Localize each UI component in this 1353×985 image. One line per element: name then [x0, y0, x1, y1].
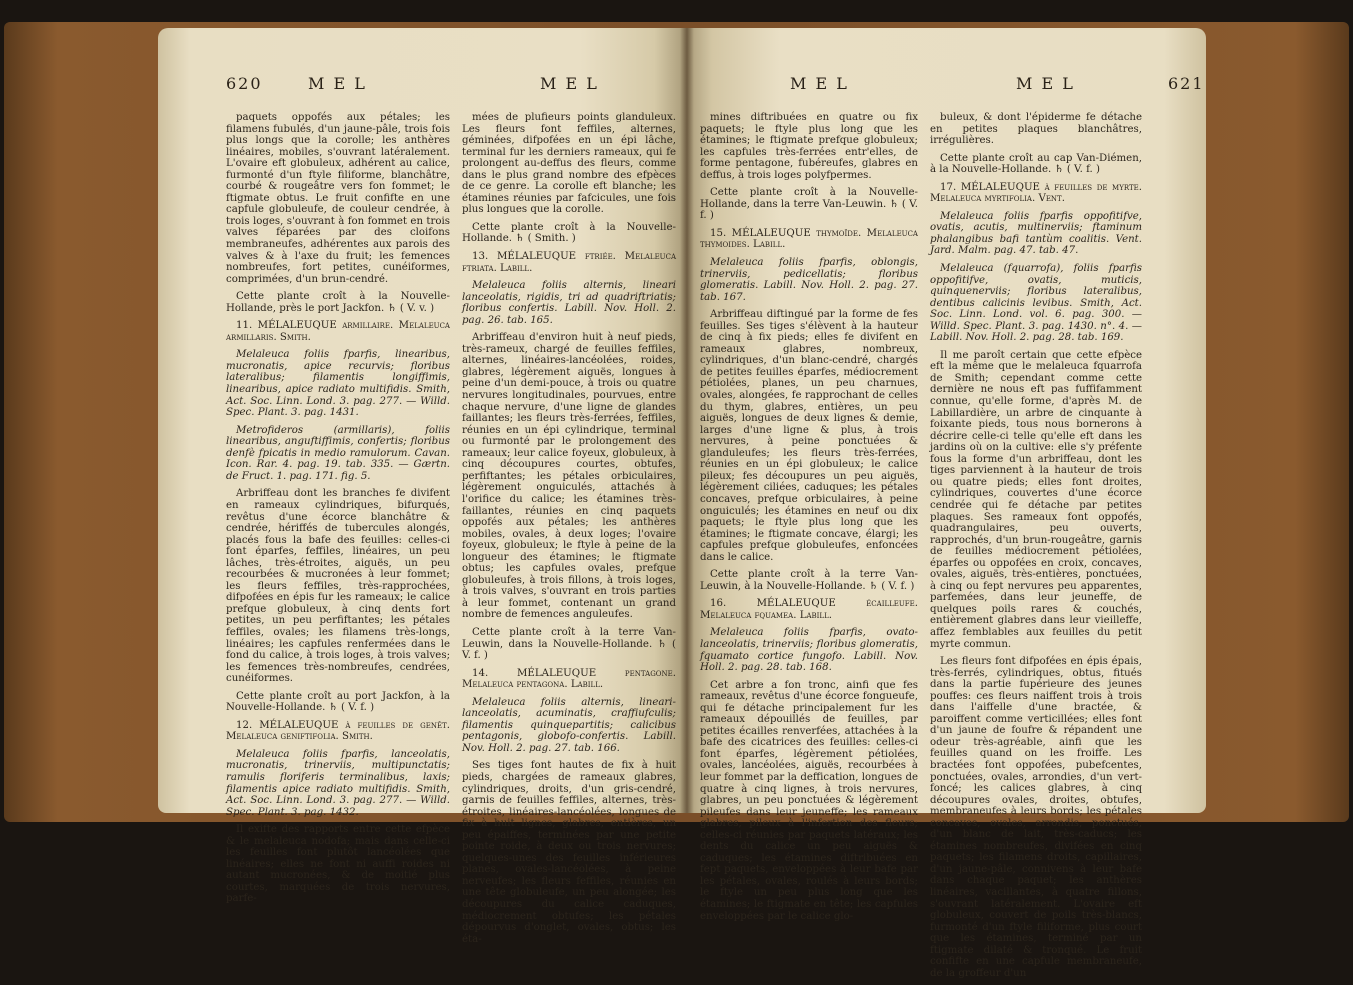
text-paragraph: Arbriffeau diftingué par la forme de fes feuilles. Ses tiges s'élèvent à la hauteur de cinq à fix pieds; elles fe divifent en rameaux glabres, nombreux, cylindriques, d'un blanc-cendré, chargés de petites feuilles éparfes, médiocrement pétiolées, planes, un peu charnues, ovales, alongées, fe rapprochant de celles du thym, glabres, entières, un peu aiguës, longues de deux lignes & demie, larges d'une ligne & plus, à trois nervures, à peine ponctuées & glanduleufes; les fleurs très-ferrées, réunies en un épi globuleux; le calice pileux; fes découpures un peu aiguës, légèrement ciliées, caduques; les pétales concaves, prefque orbiculaires, à peine onguiculés; les étamines en neuf ou dix paquets; le ftyle plus long que les étamines; le ftigmate concave, élargi; les capfules prefque globuleufes, enfoncées dans le calice.	[700, 309, 918, 563]
text-paragraph: 14. MÉLALEUQUE pentagone. Melaleuca pentagona. Labill.	[462, 667, 676, 691]
text-paragraph: Arbriffeau d'environ huit à neuf pieds, très-rameux, chargé de feuilles feffiles, alternes, linéaires-lancéolées, roides, glabres, légèrement aiguës, longues à peine d'un demi-pouce, à trois ou quatre nervures longitudinales, pourvues, entre chaque nervure, d'une ligne de glandes faillantes; les fleurs très-ferrées, feffiles, réunies en un épi cylindrique, terminal ou furmonté par le prolongement des rameaux; leur calice foyeux, globuleux, à cinq découpures courtes, obtufes, perfiftantes; les pétales orbiculaires, légèrement onguiculés, attachés à l'orifice du calice; les étamines très-faillantes, réunies en cinq paquets oppofés aux pétales; les anthères mobiles, ovales, à deux loges; l'ovaire foyeux, globuleux; le ftyle à peine de la longueur des étamines; le ftigmate obtus; les capfules ovales, prefque globuleufes, à trois fillons, à trois loges, à trois valves, s'ouvrant en trois parties à leur fommet, contenant un grand nombre de femences anguleufes.	[462, 332, 676, 621]
right-page	[686, 28, 1206, 979]
text-paragraph: Cet arbre a fon tronc, ainfi que fes rameaux, revêtus d'une écorce fongueufe, qui fe détache principalement fur les rameaux dépouillés de feuilles, par petites écailles renverfées, attachées à la bafe des cicatrices des feuilles: celles-ci font éparfes, légèrement pétiolées, ovales, lancéolées, aiguës, recourbées à leur fommet par la deffication, longues de quatre à cinq lignes, à trois nervures, glabres, un peu ponctuées & légèrement pileufes dans leur jeuneffe; les rameaux glabres, pileux à l'infertion des fleurs; celles-ci réunies par paquets latéraux; les dents du calice un peu aiguës & caduques; les étamines diftribuées en fept paquets, enveloppées à leur bafe par les pétales, ovales, roulés à leurs bords; le ftyle un peu plus long que les étamines; le ftigmate en tête; les capfules enveloppées par le calice glo-	[700, 679, 918, 922]
text-paragraph: Il me paroît certain que cette efpèce eft la même que le melaleuca fquarrofa de Smith; cependant comme cette dernière ne nous eft pas fuffifamment connue, qu'elle forme, d'après M. de Labillardière, un arbre de cinquante à foixante pieds, tous nous bornerons à décrire celle-ci telle qu'elle eft dans les jardins où on la cultive: elle s'y préfente fous la forme d'un arbriffeau, dont les tiges parviennent à la hauteur de trois ou quatre pieds; elles font droites, cylindriques, couvertes d'une écorce cendrée qui fe détache par petites plaques. Ses rameaux font oppofés, quadrangulaires, peu ouverts, rapprochés, d'un brun-rougeâtre, garnis de feuilles médiocrement pétiolées, éparfes ou oppofées en croix, concaves, ovales, aiguës, très-entières, ponctuées, à cinq ou fept nervures peu apparentes, parfemées, dans leur jeuneffe, de quelques poils rares & couchés, entièrement glabres dans leur vieilleffe, affez femblables aux feuilles du petit myrte commun.	[930, 349, 1142, 650]
text-paragraph: Melaleuca foliis fparfis oppofitifve, ovatis, acutis, multinerviis; ftaminum phalangibus bafi tantùm coalitis. Vent. Jard. Malm. pag. 47. tab. 47.	[930, 210, 1142, 257]
text-paragraph: Melaleuca (fquarrofa), foliis fparfis oppofitifve, ovatis, muticis, quinquenerviis; floribus lateralibus, dentibus calicinis levibus. Smith, Act. Soc. Linn. Lond. vol. 6. pag. 300. — Willd. Spec. Plant. 3. pag. 1430. n°. 4. — Labill. Nov. Holl. 2. pag. 28. tab. 169.	[930, 263, 1142, 344]
page-number-right: 621	[1168, 74, 1205, 93]
text-paragraph: 11. MÉLALEUQUE armillaire. Melaleuca armillaris. Smith.	[226, 320, 450, 343]
text-paragraph: 13. MÉLALEUQUE ftriée. Melaleuca ftriata. Labill.	[462, 251, 676, 274]
text-paragraph: Melaleuca foliis fparfis, lanceolatis, mucronatis, trinerviis, multipunctatis; ramulis floriferis terminalibus, laxis; filamentis apice radiato multifidis. Smith, Act. Soc. Linn. Lond. 3. pag. 277. — Willd. Spec. Plant. 3. pag. 1432.	[226, 748, 450, 818]
text-paragraph: 17. MÉLALEUQUE à feuilles de myrte. Melaleuca myrtifolia. Vent.	[930, 181, 1142, 205]
text-paragraph: Les fleurs font difpofées en épis épais, très-ferrés, cylindriques, obtus, fitués dans la partie fupérieure des jeunes pouffes: ces fleurs naiffent trois à trois dans l'aiffelle d'une bractée, & paroiffent comme verticillées; elles font d'un jaune de foufre & répandent une odeur très-agréable, ainfi que les feuilles quand on les froiffe. Les bractées font oppofées, pubefcentes, ponctuées, ovales, arrondies, d'un vert-foncé; les calices glabres, à cinq découpures ovales, droites, obtufes, membraneufes à leurs bords; les pétales concaves, ovales, arrondis, ponctués, d'un blanc de lait, très-caducs; les étamines nombreufes, divifées en cinq paquets; les filamens droits, capillaires, d'un jaune-pâle, connivens à leur bafe dans chaque paquet; les anthères linéaires, vacillantes, à quatre fillons, s'ouvrant latéralement. L'ovaire eft globuleux, couvert de poils très-blancs, furmonté d'un ftyle filiforme, plus court que les étamines, terminé par un ftigmate dilaté & tronqué. Le fruit confifte en une capfule membraneufe, de la groffeur d'un	[930, 656, 1142, 979]
text-paragraph: mines diftribuées en quatre ou fix paquets; le ftyle plus long que les étamines; le ftigmate prefque globuleux; les capfules très-ferrées entr'elles, de forme pentagone, fubéreufes, glabres en deffus, à trois loges polyfpermes.	[700, 112, 918, 181]
text-paragraph: Il exifte des rapports entre cette efpèce & le melaleuca nodofa; mais dans celle-ci les feuilles font plutôt lancéolées que linéaires; elles ne font ni auffi roides ni autant mucronées, & de moitié plus courtes, marquées de trois nervures, parfe-	[226, 824, 450, 905]
text-paragraph: 15. MÉLALEUQUE thymoïde. Melaleuca thymoides. Labill.	[700, 227, 918, 251]
text-paragraph: Melaleuca foliis fparfis, oblongis, trinerviis, pedicellatis; floribus glomeratis. Labill. Nov. Holl. 2. pag. 27. tab. 167.	[700, 257, 918, 303]
running-head-right-col2: M E L	[1016, 74, 1075, 93]
text-paragraph: Cette plante croît à la Nouvelle-Hollande, dans la terre Van-Leuwin. ♄ ( V. f. )	[700, 187, 918, 222]
page-number-left: 620	[226, 74, 263, 93]
text-paragraph: Cette plante croît à la terre Van-Leuwin, à la Nouvelle-Hollande. ♄ ( V. f. )	[700, 569, 918, 592]
text-paragraph: Arbriffeau dont les branches fe divifent en rameaux cylindriques, bifurqués, revêtus d'une écorce blanchâtre & cendrée, hériffés de tubercules alongés, placés fous la bafe des feuilles: celles-ci font éparfes, feffiles, linéaires, un peu lâches, très-étroites, aiguës, un peu recourbées & mucronées à leur fommet; les fleurs feffiles, très-rapprochées, difpofées en épis fur les rameaux; le calice prefque globuleux, à cinq dents fort petites, un peu perfiftantes; les pétales feffiles, ovales; les filamens très-longs, linéaires; les capfules renfermées dans le fond du calice, à trois loges, à trois valves; les femences très-nombreufes, cendrées, cunéiformes.	[226, 488, 450, 685]
right-page-column-1	[700, 112, 918, 928]
text-paragraph: Ses tiges font hautes de fix à huit pieds, chargées de rameaux glabres, cylindriques, droits, d'un gris-cendré, garnis de feuilles feffiles, alternes, très-étroites, linéaires-lancéolées, longues de fix à huit lignes, glabres, entières, un peu épaiffes, terminées par une petite pointe roide, à deux ou trois nervures; quelques-unes des feuilles inférieures planes, ovales-lancéolées, à peine nerveufes; les fleurs feffiles, réunies en une tête globuleufe, un peu alongée; les découpures du calice caduques, médiocrement obtufes; les pétales dépourvus d'onglet, ovales, obtus; les éta-	[462, 760, 676, 945]
text-paragraph: Cette plante croît à la terre Van-Leuwin, dans la Nouvelle-Hollande. ♄ ( V. f. )	[462, 626, 676, 662]
book-gutter	[680, 28, 694, 813]
text-paragraph: Cette plante croît à la Nouvelle-Hollande. ♄ ( Smith. )	[462, 221, 676, 245]
text-paragraph: 16. MÉLALEUQUE écailleufe. Melaleuca fquamea. Labill.	[700, 598, 918, 621]
running-head-left-col1: M E L	[308, 74, 367, 93]
left-page-column-2	[462, 112, 676, 951]
text-paragraph: mées de plufieurs points glanduleux. Les fleurs font feffiles, alternes, géminées, difpofées en un épi lâche, terminal fur les derniers rameaux, qui fe prolongent au-deffus des fleurs, comme dans le plus grand nombre des efpèces de ce genre. La corolle eft blanche; les étamines réunies par fafcicules, une fois plus longues que la corolle.	[462, 112, 676, 216]
text-paragraph: Cette plante croît au port Jackfon, à la Nouvelle-Hollande. ♄ ( V. f. )	[226, 690, 450, 714]
text-paragraph: Melaleuca foliis alternis, lineari lanceolatis, rigidis, tri ad quadriftriatis; floribus confertis. Labill. Nov. Holl. 2. pag. 26. tab. 165.	[462, 280, 676, 326]
right-page-column-2	[930, 112, 1142, 985]
left-page	[158, 28, 686, 945]
text-paragraph: buleux, & dont l'épiderme fe détache en petites plaques blanchâtres, irrégulières.	[930, 112, 1142, 147]
text-paragraph: paquets oppofés aux pétales; les filamens fubulés, d'un jaune-pâle, trois fois plus longs que la corolle; les anthères linéaires, mobiles, s'ouvrant latéralement. L'ovaire eft globuleux, adhérent au calice, furmonté d'un ftyle filiforme, blanchâtre, courbé & rougeâtre vers fon fommet; le ftigmate obtus. Le fruit confifte en une capfule globuleufe, de couleur cendrée, à trois loges, s'ouvrant à fon fommet en trois valves féparées par des cloifons membraneufes, adhérentes aux parois des valves & à l'axe du fruit; les femences nombreufes, fort petites, cunéiformes, comprimées, d'un brun-cendré.	[226, 112, 450, 285]
text-paragraph: Cette plante croît au cap Van-Diémen, à la Nouvelle-Hollande. ♄ ( V. f. )	[930, 152, 1142, 176]
text-paragraph: Melaleuca foliis alternis, lineari-lanceolatis, acuminatis, craffiufculis; filamentis quinquepartitis; calicibus pentagonis, globofo-confertis. Labill. Nov. Holl. 2. pag. 27. tab. 166.	[462, 696, 676, 754]
running-head-left-col2: M E L	[540, 74, 599, 93]
text-paragraph: 12. MÉLALEUQUE à feuilles de genêt. Melaleuca geniftifolia. Smith.	[226, 719, 450, 743]
text-paragraph: Melaleuca foliis fparfis, ovato-lanceolatis, trinerviis; floribus glomeratis, fquamato cortice fungofo. Labill. Nov. Holl. 2. pag. 28. tab. 168.	[700, 627, 918, 674]
running-head-right-col1: M E L	[790, 74, 849, 93]
text-paragraph: Metrofideros (armillaris), foliis linearibus, anguftiffimis, confertis; floribus denfè fpicatis in medio ramulorum. Cavan. Icon. Rar. 4. pag. 19. tab. 335. — Gærtn. de Fruct. 1. pag. 171. fig. 5.	[226, 424, 450, 482]
text-paragraph: Melaleuca foliis fparfis, linearibus, mucronatis, apice recurvis; floribus lateralibus; filamentis longiffimis, linearibus, apice radiato multifidis. Smith, Act. Soc. Linn. Lond. 3. pag. 277. — Willd. Spec. Plant. 3. pag. 1431.	[226, 349, 450, 419]
left-page-column-1	[226, 112, 450, 911]
text-paragraph: Cette plante croît à la Nouvelle-Hollande, près le port Jackfon. ♄ ( V. v. )	[226, 291, 450, 314]
